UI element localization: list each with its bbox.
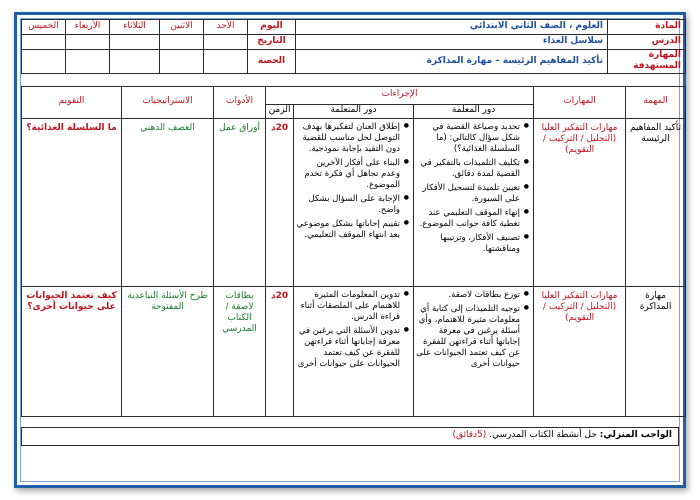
col-strategies: الاستراتيجيات	[122, 86, 214, 118]
date-cell	[204, 35, 248, 50]
tools-cell: بطاقات لاصقة / الكتاب المدرسي	[214, 286, 266, 416]
date-cell	[160, 35, 204, 50]
teacher-step: ● إنهاء الموقف التعليمي عند تغطية كافة جوانب الموضوع.	[416, 208, 529, 230]
col-skills: المهارات	[534, 86, 626, 118]
period-cell	[22, 50, 66, 74]
evaluation-cell: ما السلسلة الغذائية؟	[22, 118, 122, 286]
homework-label: الواجب المنزلي:	[599, 430, 672, 441]
col-tools: الأدوات	[214, 86, 266, 118]
day-label: اليوم	[248, 20, 296, 35]
lesson-plan-inner	[20, 18, 680, 482]
col-teacher-role: دور المعلمة	[414, 104, 534, 118]
table-row	[22, 286, 686, 416]
time-cell: 20د	[266, 118, 294, 286]
spacer	[21, 74, 679, 86]
col-student-role: دور المتعلمة	[294, 104, 414, 118]
student-role-cell	[294, 286, 414, 416]
homework-time: (5دقائق)	[452, 430, 487, 441]
teacher-step: ● توجيه التلميذات إلى كتابة أي معلومات مثيرة للاهتمام، وأي أسئلة يرغبن في معرفة إجاباتها أثناء قراءتهن للفقرة عن كيف تعتمد الحيوانات على حيوانات أخرى	[416, 304, 529, 370]
student-step: ● الإجابة على السؤال بشكل واضح.	[296, 194, 409, 216]
date-cell	[22, 35, 66, 50]
lesson-plan-frame	[14, 12, 686, 488]
strategies-cell: العصف الذهني	[122, 118, 214, 286]
period-cell	[160, 50, 204, 74]
student-step: ● تدوين المعلومات المثيرة للاهتمام على الملصقات أثناء قراءة الدرس.	[296, 290, 409, 323]
homework-table	[21, 427, 679, 446]
teacher-step: ● تعيين تلميذة لتسجيل الأفكار على السبورة.	[416, 183, 529, 205]
skill-value: تأكيد المفاهيم الرئيسة – مهارة المذاكرة	[296, 50, 608, 74]
teacher-step: ● تصنيف الأفكار، وترتيبها ومناقشتها.	[416, 233, 529, 255]
col-time: الزمن	[266, 104, 294, 118]
task-cell: مهارة المذاكرة	[626, 286, 686, 416]
student-step: ● تدوين الأسئلة التي يرغبن في معرفة إجاباتها أثناء قراءتهن للفقرة عن كيف تعتمد الحيوانات على حيوانات أخرى	[296, 326, 409, 370]
day-monday: الاثنين	[160, 20, 204, 35]
day-thursday: الخميس	[22, 20, 66, 35]
spacer	[21, 417, 679, 427]
date-cell	[110, 35, 160, 50]
period-cell	[66, 50, 110, 74]
student-role-cell	[294, 118, 414, 286]
subject-label: المادة	[608, 20, 686, 35]
time-cell: 20د	[266, 286, 294, 416]
skills-cell: مهارات التفكير العليا (التحليل / التركيب / التقويم)	[534, 118, 626, 286]
teacher-role-cell	[414, 118, 534, 286]
task-cell: تأكيد المفاهيم الرئيسة	[626, 118, 686, 286]
col-evaluation: التقويم	[22, 86, 122, 118]
col-procedures: الإجراءات	[266, 86, 534, 104]
lesson-label: الدرس	[608, 35, 686, 50]
lesson-value: سلاسل الغذاء	[296, 35, 608, 50]
homework-text: حل أنشطة الكتاب المدرسي.	[489, 430, 597, 441]
tools-cell: أوراق عمل	[214, 118, 266, 286]
student-step: ● إطلاق العنان لتفكيرها بهدف التوصل لحل مناسب للقضية دون التقيد بإجابة نموذجية.	[296, 122, 409, 155]
homework-cell	[22, 427, 679, 445]
date-label: التاريخ	[248, 35, 296, 50]
evaluation-cell: كيف تعتمد الحيوانات على حيوانات أخرى؟	[22, 286, 122, 416]
period-cell	[110, 50, 160, 74]
strategies-cell: طرح الأسئلة التباعدية المفتوحة	[122, 286, 214, 416]
period-label: الحصة	[248, 50, 296, 74]
period-cell	[204, 50, 248, 74]
teacher-role-cell	[414, 286, 534, 416]
teacher-step: ● تحديد وصياغة القضية في شكل سؤال كالتالي: (ما السلسلة الغذائية؟)	[416, 122, 529, 155]
day-sunday: الأحد	[204, 20, 248, 35]
student-step: ● البناء على أفكار الآخرين وعدم تجاهل أي فكرة تخدم الموضوع.	[296, 158, 409, 191]
header-table	[21, 19, 686, 74]
col-task: المهمة	[626, 86, 686, 118]
teacher-step: ● تكليف التلميذات بالتفكير في القضية لمدة دقائق.	[416, 158, 529, 180]
date-cell	[66, 35, 110, 50]
table-row	[22, 118, 686, 286]
day-wednesday: الأربعاء	[66, 20, 110, 35]
teacher-step: ● توزع بطاقات لاصقة.	[416, 290, 529, 301]
student-step: ● تقييم إجاباتها بشكل موضوعي بعد انتهاء الموقف التعليمي.	[296, 219, 409, 241]
skill-label: المهارة المستهدفة	[608, 50, 686, 74]
subject-value: العلوم ، الصف الثاني الابتدائي	[296, 20, 608, 35]
procedures-table	[21, 86, 686, 417]
day-tuesday: الثلاثاء	[110, 20, 160, 35]
skills-cell: مهارات التفكير العليا (التحليل / التركيب / التقويم)	[534, 286, 626, 416]
